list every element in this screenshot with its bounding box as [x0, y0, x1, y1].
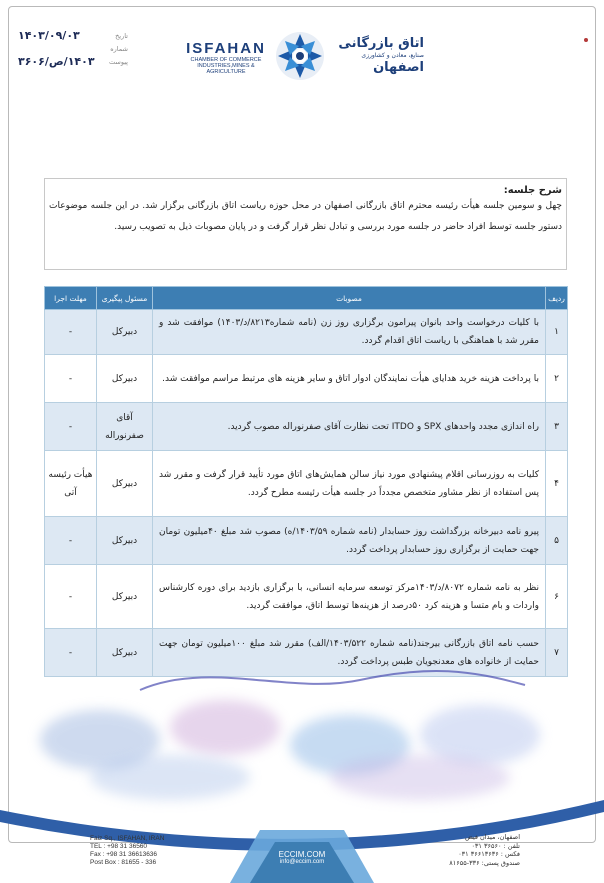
footer-fa-tel: تلفن : ۳۶۵۶۰ ۰۳۱ — [471, 841, 520, 850]
corner-dot — [584, 38, 588, 42]
footer-en-tel: TEL : +98 31 36560 — [90, 843, 148, 850]
row-text: با کلیات درخواست واحد بانوان پیرامون برگزاری روز زن (نامه شماره۸۲۱۳/د/۱۴۰۳) موافقت شد و مقرر شد با هماهنگی با ریاست اتاق اقدام گردد. — [153, 310, 546, 355]
footer-en-address: Faiz Sq., ISFAHAN, IRAN — [90, 835, 165, 842]
footer-fa-fax: فکس : ۳۶۶۱۳۶۳۶ ۰۳۱ — [458, 850, 520, 858]
row-responsible: دبیرکل — [97, 629, 153, 677]
brand-fa-line3: اصفهان — [373, 60, 424, 75]
brand-persian — [328, 36, 424, 76]
header-num: ردیف — [546, 287, 568, 310]
footer-site[interactable]: ECCIM.COM — [278, 850, 326, 859]
brand-fa-line1: اتاق بازرگانی — [338, 36, 424, 51]
row-num: ۲ — [546, 355, 568, 403]
footer-en-postbox: Post Box : 81655 - 336 — [90, 859, 157, 866]
footer-en-fax: Fax : +98 31 36613636 — [90, 851, 158, 858]
row-deadline: - — [45, 310, 97, 355]
header-resp: مسئول پیگیری — [97, 287, 153, 310]
table-header-row — [45, 287, 568, 310]
row-deadline: - — [45, 629, 97, 677]
resolutions-table — [44, 286, 568, 677]
table-row — [45, 517, 568, 565]
chamber-logo-icon — [274, 30, 326, 82]
footer-email[interactable]: info@eccim.com — [279, 859, 325, 865]
footer-fa-address: اصفهان، میدان فیض — [464, 833, 520, 841]
row-text: نظر به نامه شماره ۸۰۷۲/د/۱۴۰۳مرکز توسعه سرمایه انسانی، با برگزاری بازدید برای دوره کارشناس واردات و بام متسا و هزینه کرد ۵۰درصد از هزینه‌ها توسط اتاق، موافقت گردید. — [153, 565, 546, 629]
row-responsible: دبیرکل — [97, 310, 153, 355]
row-text: کلیات به روزرسانی اقلام پیشنهادی مورد نیاز سالن همایش‌های اتاق مورد تأیید قرار گرفت و مقرر شد پس استفاده از نظر مشاور متخصص مجدداً در جلسه هیأت رئیسه مطرح گردد. — [153, 451, 546, 517]
row-num: ۴ — [546, 451, 568, 517]
table-row — [45, 565, 568, 629]
attachment-label: پیوست — [109, 58, 128, 66]
description-title: شرح جلسه: — [503, 185, 562, 196]
brand-fa-line2: صنایع، معادن و کشاورزی — [361, 52, 424, 59]
footer-website — [262, 842, 342, 878]
row-num: ۶ — [546, 565, 568, 629]
row-num: ۱ — [546, 310, 568, 355]
brand-en-line1: CHAMBER OF COMMERCE — [190, 57, 262, 63]
description-text: چهل و سومین جلسه هیأت رئیسه محترم اتاق بازرگانی اصفهان در محل حوزه ریاست اتاق بازرگانی برگزار شد. در این جلسه موضوعات دستور جلسه توسط افراد حاضر در جلسه مورد بررسی و تبادل نظر قرار گرفت و در پایان مصوبات ذیل به تصویب رسید. — [49, 201, 562, 232]
row-text: با پرداخت هزینه خرید هدایای هیأت نمایندگان ادوار اتاق و سایر هزینه های مرتبط مراسم موافقت شد. — [153, 355, 546, 403]
footer-contact-en — [90, 835, 164, 867]
brand-en-line2: INDUSTRIES,MINES & AGRICULTURE — [197, 63, 255, 75]
table-row — [45, 310, 568, 355]
row-deadline: - — [45, 565, 97, 629]
footer-fa-postbox: صندوق پستی: ۳۳۶-۸۱۶۵۵ — [449, 858, 520, 867]
row-num: ۷ — [546, 629, 568, 677]
row-responsible: دبیرکل — [97, 355, 153, 403]
header-deadline: مهلت اجرا — [45, 287, 97, 310]
number-value: ۱۴۰۳/ص/۳۶۰۶ — [18, 55, 95, 68]
table-row — [45, 403, 568, 451]
signature-stroke — [130, 650, 530, 700]
header-text: مصوبات — [153, 287, 546, 310]
table-row — [45, 355, 568, 403]
brand-english — [180, 40, 272, 75]
letter-meta — [18, 30, 128, 69]
row-deadline: - — [45, 403, 97, 451]
row-deadline: - — [45, 517, 97, 565]
row-responsible: دبیرکل — [97, 565, 153, 629]
footer-contact-fa — [420, 833, 520, 867]
row-text: پیرو نامه دبیرخانه بزرگداشت روز حسابدار (نامه شماره ۱۴۰۳/۵۹/ه) مصوب شد مبلغ ۴۰میلیون تومان جهت حمایت از برگزاری روز حسابدار پرداخت گردد. — [153, 517, 546, 565]
row-num: ۵ — [546, 517, 568, 565]
row-deadline: هیأت رئیسه آتی — [45, 451, 97, 517]
row-text: حسب نامه اتاق بازرگانی بیرجند(نامه شماره ۱۴۰۳/۵۲۲/الف) مقرر شد مبلغ ۱۰۰میلیون تومان جهت حمایت از خانواده های معدنجویان طبس پرداخت گردد. — [153, 629, 546, 677]
row-text: راه اندازی مجدد واحدهای SPX و ITDO تحت نظارت آقای صفرنوراله مصوب گردید. — [153, 403, 546, 451]
date-value: ۱۴۰۳/۰۹/۰۳ — [18, 29, 80, 42]
row-responsible: دبیرکل — [97, 451, 153, 517]
row-responsible: آقای صفرنوراله — [97, 403, 153, 451]
number-label: شماره — [110, 45, 128, 53]
row-deadline: - — [45, 355, 97, 403]
row-responsible: دبیرکل — [97, 517, 153, 565]
row-num: ۳ — [546, 403, 568, 451]
table-row — [45, 451, 568, 517]
brand-en-title: ISFAHAN — [186, 40, 266, 57]
meeting-description — [44, 178, 567, 270]
date-label: تاریخ — [115, 32, 128, 40]
